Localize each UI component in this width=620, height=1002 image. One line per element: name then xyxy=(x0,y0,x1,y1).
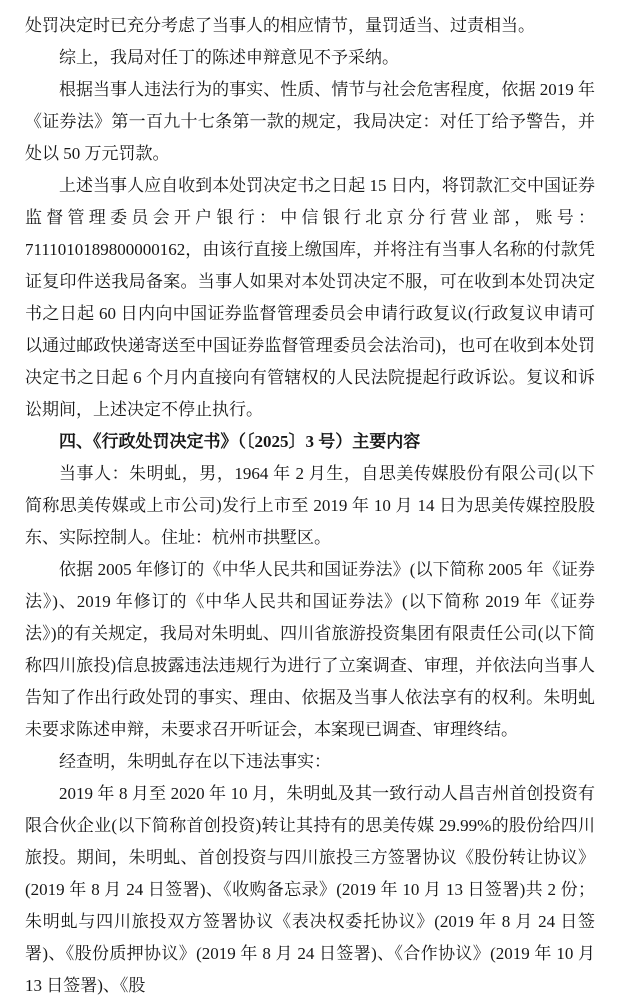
para-legal-basis-investigation: 依据 2005 年修订的《中华人民共和国证券法》(以下简称 2005 年《证券法》)、2019 年修订的《中华人民共和国证券法》(以下简称 2019 年《证券法》)的有关规定，我局对朱明虬、四川省旅游投资集团有限责任公司(以下简称四川旅投)信息披露违法违规行为进行了立案调查、审理，并依法向当事人告知了作出行政处罚的事实、理由、依据及当事人依法享有的权利。朱明虬未要求陈述申辩，未要求召开听证会，本案现已调查、审理终结。 xyxy=(25,560,595,739)
para-rejection-of-defense: 综上，我局对任丁的陈述申辩意见不予采纳。 xyxy=(59,48,399,67)
para-share-transfer-facts: 2019 年 8 月至 2020 年 10 月，朱明虬及其一致行动人昌吉州首创投资有限合伙企业(以下简称首创投资)转让其持有的思美传媒 29.99%的股份给四川旅投。期间，朱明虬、首创投资与四川旅投三方签署协议《股份转让协议》(2019 年 8 月 24 日签署)、《收购备忘录》(2019 年 10 月 13 日签署)共 2 份；朱明虬与四川旅投双方签署协议《表决权委托协议》(2019 年 8 月 24 日签署)、《股份质押协议》(2019 年 8 月 24 日签署)、《合作协议》(2019 年 10 月 13 日签署)、《股 xyxy=(25,784,595,995)
para-penalty-consideration: 处罚决定时已充分考虑了当事人的相应情节，量罚适当、过责相当。 xyxy=(25,16,535,35)
para-decision-warning-fine: 根据当事人违法行为的事实、性质、情节与社会危害程度，依据 2019 年《证券法》第一百九十七条第一款的规定，我局决定：对任丁给予警告，并处以 50 万元罚款。 xyxy=(25,80,595,163)
para-party-info: 当事人：朱明虬，男，1964 年 2 月生，自思美传媒股份有限公司(以下简称思美传媒或上市公司)发行上市至 2019 年 10 月 14 日为思美传媒控股股东、实际控制人。住址：杭州市拱墅区。 xyxy=(25,464,595,547)
para-payment-and-appeal-instructions: 上述当事人应自收到本处罚决定书之日起 15 日内，将罚款汇交中国证券监督管理委员会开户银行：中信银行北京分行营业部，账号：7111010189800000162，由该行直接上缴国库，并将注有当事人名称的付款凭证复印件送我局备案。当事人如果对本处罚决定不服，可在收到本处罚决定书之日起 60 日内向中国证券监督管理委员会申请行政复议(行政复议申请可以通过邮政快递寄送至中国证券监督管理委员会法治司)，也可在收到本处罚决定书之日起 6 个月内直接向有管辖权的人民法院提起行政诉讼。复议和诉讼期间，上述决定不停止执行。 xyxy=(25,176,595,419)
para-facts-intro: 经查明，朱明虬存在以下违法事实： xyxy=(59,752,331,771)
section-heading-4: 四、《行政处罚决定书》（〔2025〕3 号）主要内容 xyxy=(59,432,421,451)
